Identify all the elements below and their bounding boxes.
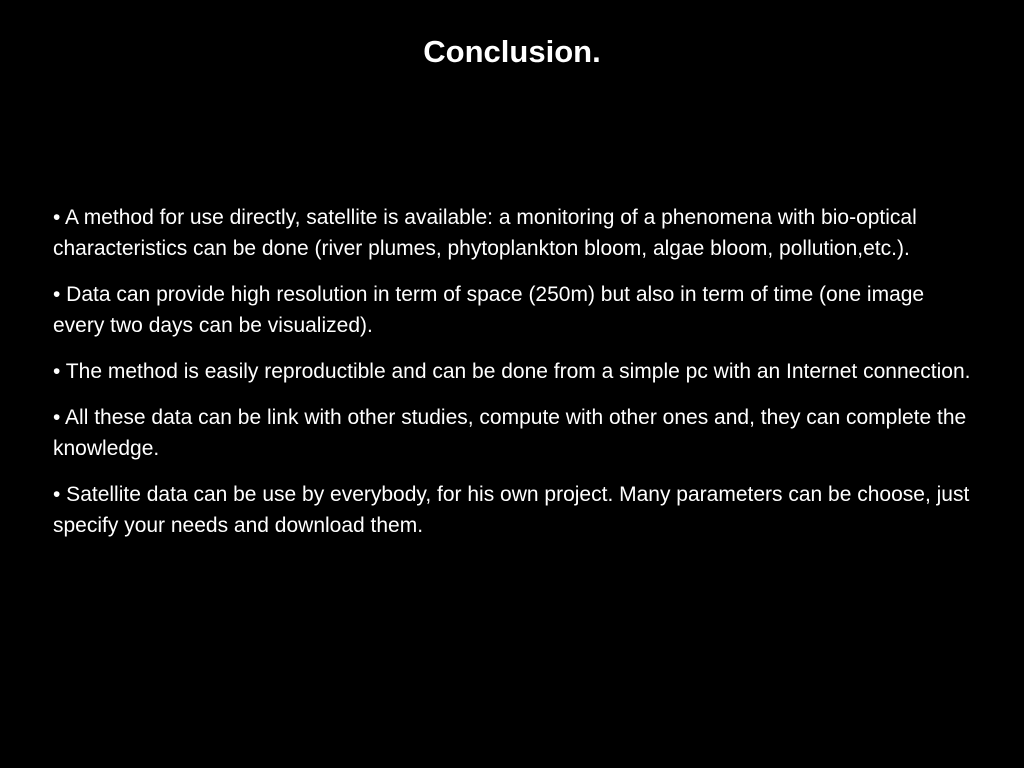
bullet-list <box>53 202 973 556</box>
bullet-item: • The method is easily reproductible and can be done from a simple pc with an Internet connection. <box>53 360 971 383</box>
bullet-item: • Data can provide high resolution in term of space (250m) but also in term of time (one image every two days can be visualized). <box>53 283 925 337</box>
bullet-item: • Satellite data can be use by everybody, for his own project. Many parameters can be choose, just specify your needs and download them. <box>53 483 970 537</box>
slide-title: Conclusion. <box>423 34 601 69</box>
bullet-item: • All these data can be link with other studies, compute with other ones and, they can complete the knowledge. <box>53 406 967 460</box>
bullet-item: • A method for use directly, satellite is available: a monitoring of a phenomena with bio-optical characteristics can be done (river plumes, phytoplankton bloom, algae bloom, pollution,etc.). <box>53 206 917 260</box>
